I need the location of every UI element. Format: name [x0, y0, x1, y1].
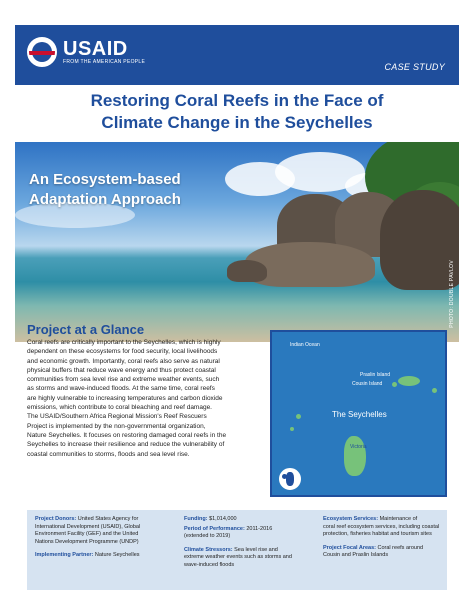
usaid-logo — [27, 37, 145, 67]
glance-heading: Project at a Glance — [27, 322, 145, 337]
usaid-tagline: FROM THE AMERICAN PEOPLE — [63, 58, 146, 65]
hero-beach-photo — [15, 142, 459, 342]
document-type-label: CASE STUDY — [384, 62, 445, 72]
seychelles-map — [270, 330, 447, 497]
usaid-seal-icon — [27, 37, 57, 67]
glance-paragraph: Coral reefs are critically important to the Seychelles, which is highly dependent on these ecosystems for food security, local livelihoods and economic growth. Importantly, coral reefs also serve as natural physical buffers that reduce wave energy and thus protect coastal communities from sea level rise and extreme weather events, such as storms and wave-induced floods. At the same time, coral reefs are highly vulnerable to increasing temperatures and carbon dioxide emissions, which contribute to coral bleaching and reef damage. The USAID/Southern Africa Regional Mission's Reef Rescuers Project is implemented by the non-governmental organization, Nature Seychelles. It focuses on restoring damaged coral reefs in the Seychelles to increase their resilience and reduce the vulnerability of coastal communities to storms, floods and sea level rise. — [27, 339, 227, 458]
hero-subtitle: An Ecosystem-based Adaptation Approach — [29, 171, 181, 208]
usaid-header-band — [15, 25, 459, 85]
page-title: Restoring Coral Reefs in the Face of Climate Change in the Seychelles — [90, 91, 384, 132]
map-label-praslin: Praslin Island — [360, 372, 391, 378]
facts-column-donors: Project Donors: United States Agency for International Development (USAID), Global Environment Facility (GEF) and the United Nations Development Programme (UNDP) Implementing Partner: Nature Seychelles — [35, 516, 141, 558]
map-label-cousin: Cousin Island — [352, 381, 383, 387]
globe-icon — [279, 468, 301, 490]
funding-label: Funding: — [184, 516, 208, 522]
partner-label: Implementing Partner: — [35, 552, 94, 558]
usaid-wordmark: USAID — [63, 37, 128, 60]
stressors-label: Climate Stressors: — [184, 546, 233, 553]
cousin-island-shape — [392, 382, 397, 387]
project-facts-box — [27, 510, 447, 590]
facts-column-services: Ecosystem Services: Maintenance of coral reef ecosystem services, including coastal protection, fisheries habitat and tourism sites Project Focal Areas: Coral reefs around Cousin and Praslin Islands — [323, 516, 440, 558]
map-label-ocean: Indian Ocean — [290, 342, 320, 348]
facts-column-funding: Funding: $1,014,000 Period of Performance: 2011-2016 (extended to 2019) Climate Stressors: Sea level rise and extreme weather events such as storms and wave-induced floods — [184, 516, 292, 568]
case-study-page — [15, 0, 459, 612]
map-label-victoria: Victoria — [350, 444, 367, 450]
mahe-island-shape — [344, 436, 366, 476]
map-label-country: The Seychelles — [332, 410, 387, 419]
focal-areas-label: Project Focal Areas: — [323, 544, 376, 551]
services-label: Ecosystem Services: — [323, 516, 379, 522]
period-label: Period of Performance: — [184, 525, 245, 532]
photo-credit: PHOTO: DOUBLE PAVLOV — [449, 260, 455, 328]
praslin-island-shape — [398, 376, 420, 386]
donors-label: Project Donors: — [35, 516, 77, 522]
